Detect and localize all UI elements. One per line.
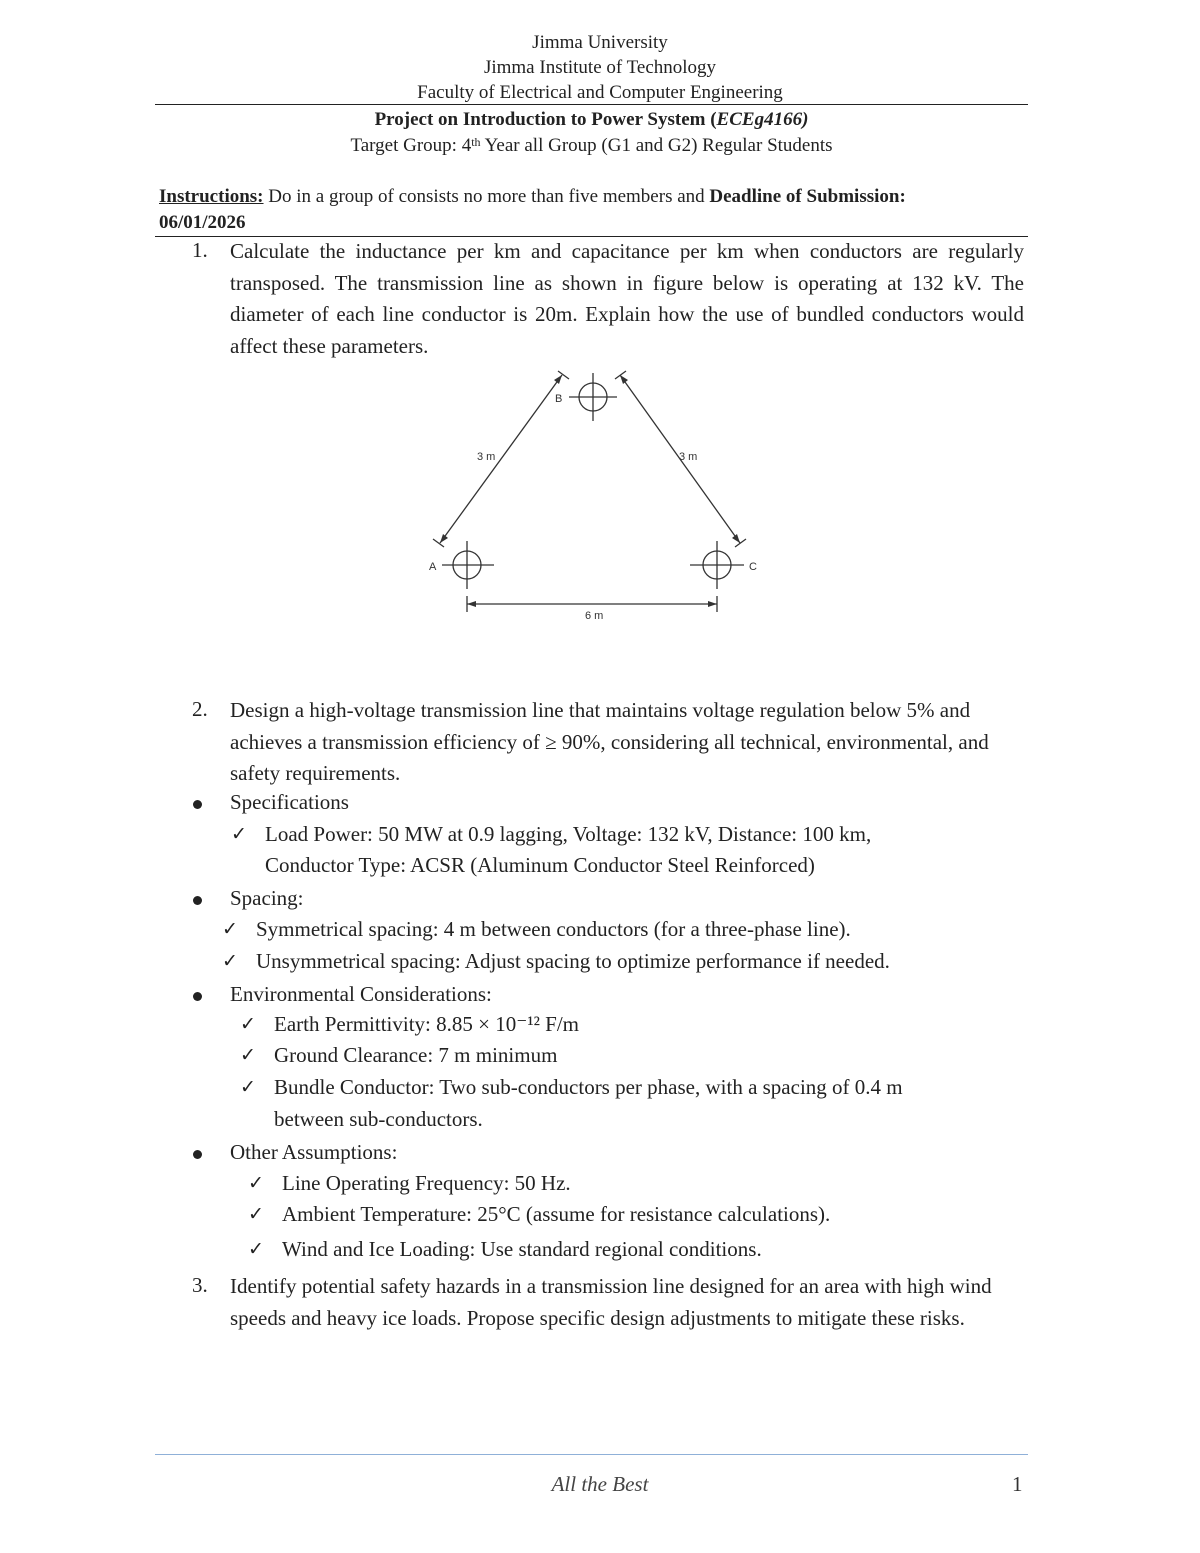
checkmark-icon: ✓ bbox=[248, 1239, 264, 1260]
checkmark-icon: ✓ bbox=[240, 1077, 256, 1098]
dimension-ab-label: 3 m bbox=[477, 451, 496, 463]
other-item-2: Ambient Temperature: 25°C (assume for resistance calculations). bbox=[282, 1202, 831, 1226]
instructions bbox=[159, 184, 1028, 236]
specifications-line-1: Load Power: 50 MW at 0.9 lagging, Voltage: 132 kV, Distance: 100 km, bbox=[265, 822, 872, 846]
label-b: B bbox=[555, 393, 563, 405]
footer-text: All the Best bbox=[551, 1472, 649, 1496]
instructions-text: Do in a group of consists no more than five members and bbox=[263, 186, 710, 207]
conductor-a bbox=[442, 541, 494, 589]
institute-name: Jimma Institute of Technology bbox=[483, 57, 717, 78]
faculty-name: Faculty of Electrical and Computer Engineering bbox=[417, 82, 783, 103]
arrowhead-b-right bbox=[620, 375, 628, 384]
label-a: A bbox=[429, 561, 437, 573]
conductor-spacing-figure bbox=[420, 365, 780, 630]
spacing-item-1: Symmetrical spacing: 4 m between conductors (for a three-phase line). bbox=[256, 917, 851, 941]
checkmark-icon: ✓ bbox=[248, 1173, 264, 1194]
university-name: Jimma University bbox=[532, 32, 668, 53]
other-heading: Other Assumptions: bbox=[230, 1140, 398, 1164]
specifications-line-2: Conductor Type: ACSR (Aluminum Conductor Steel Reinforced) bbox=[265, 853, 815, 877]
conductor-c bbox=[690, 541, 744, 589]
checkmark-icon: ✓ bbox=[222, 951, 238, 972]
checkmark-icon: ✓ bbox=[222, 919, 238, 940]
question-2-text: Design a high-voltage transmission line that maintains voltage regulation below 5% and achieves a transmission efficiency of ≥ 90%, considering all technical, environmental, and safety requirements. bbox=[230, 698, 989, 785]
question-3-number: 3. bbox=[192, 1273, 208, 1297]
arrowhead-c-up bbox=[732, 534, 740, 543]
spacing-item-2: Unsymmetrical spacing: Adjust spacing to optimize performance if needed. bbox=[256, 949, 890, 973]
footer-rule bbox=[155, 1454, 1028, 1455]
project-title-text: Project on Introduction to Power System ( bbox=[374, 109, 717, 130]
environmental-item-3a: Bundle Conductor: Two sub-conductors per phase, with a spacing of 0.4 m bbox=[274, 1075, 903, 1099]
project-title bbox=[0, 107, 1183, 132]
arrowhead-a-right bbox=[467, 601, 476, 607]
environmental-item-2: Ground Clearance: 7 m minimum bbox=[274, 1043, 558, 1067]
environmental-item-1: Earth Permittivity: 8.85 × 10⁻¹² F/m bbox=[274, 1012, 580, 1036]
page-number: 1 bbox=[1012, 1472, 1023, 1496]
dimension-line-ab bbox=[433, 371, 569, 547]
deadline-date: 06/01/2026 bbox=[159, 212, 246, 233]
instructions-label: Instructions: bbox=[159, 186, 264, 207]
target-group-post: Year all Group (G1 and G2) Regular Students bbox=[480, 135, 833, 156]
arrowhead-c-left bbox=[708, 601, 717, 607]
arrowhead-b-left bbox=[554, 375, 562, 384]
header-rule bbox=[155, 104, 1028, 105]
other-item-1: Line Operating Frequency: 50 Hz. bbox=[282, 1171, 571, 1195]
question-2-number: 2. bbox=[192, 697, 208, 721]
checkmark-icon: ✓ bbox=[231, 824, 247, 845]
dimension-ac-label: 6 m bbox=[585, 610, 604, 622]
bullet-icon bbox=[193, 992, 202, 1001]
environmental-item-3b: between sub-conductors. bbox=[274, 1107, 483, 1131]
arrowhead-a-up bbox=[440, 534, 448, 543]
label-c: C bbox=[749, 561, 757, 573]
bullet-icon bbox=[193, 800, 202, 809]
conductor-b bbox=[569, 373, 617, 421]
target-group-sup: th bbox=[471, 135, 481, 149]
course-code: ECEg4166) bbox=[716, 109, 809, 130]
question-1-number: 1. bbox=[192, 238, 208, 262]
bullet-icon bbox=[193, 896, 202, 905]
checkmark-icon: ✓ bbox=[240, 1045, 256, 1066]
target-group-pre: Target Group: 4 bbox=[350, 135, 472, 156]
target-group bbox=[0, 133, 1183, 158]
question-1-text: Calculate the inductance per km and capacitance per km when conductors are regularly transposed. The transmission line as shown in figure below is operating at 132 kV. The diameter of each line conductor is 20m. Explain how the use of bundled conductors would affect these parameters. bbox=[230, 239, 1024, 358]
specifications-heading: Specifications bbox=[230, 790, 349, 814]
spacing-heading: Spacing: bbox=[230, 886, 304, 910]
deadline-label: Deadline of Submission: bbox=[709, 186, 906, 207]
other-item-3: Wind and Ice Loading: Use standard regional conditions. bbox=[282, 1237, 762, 1261]
bullet-icon bbox=[193, 1150, 202, 1159]
checkmark-icon: ✓ bbox=[240, 1014, 256, 1035]
checkmark-icon: ✓ bbox=[248, 1204, 264, 1225]
environmental-heading: Environmental Considerations: bbox=[230, 982, 492, 1006]
question-3-text: Identify potential safety hazards in a transmission line designed for an area with high wind speeds and heavy ice loads. Propose specific design adjustments to mitigate these risks. bbox=[230, 1274, 992, 1330]
dimension-bc-label: 3 m bbox=[679, 451, 698, 463]
